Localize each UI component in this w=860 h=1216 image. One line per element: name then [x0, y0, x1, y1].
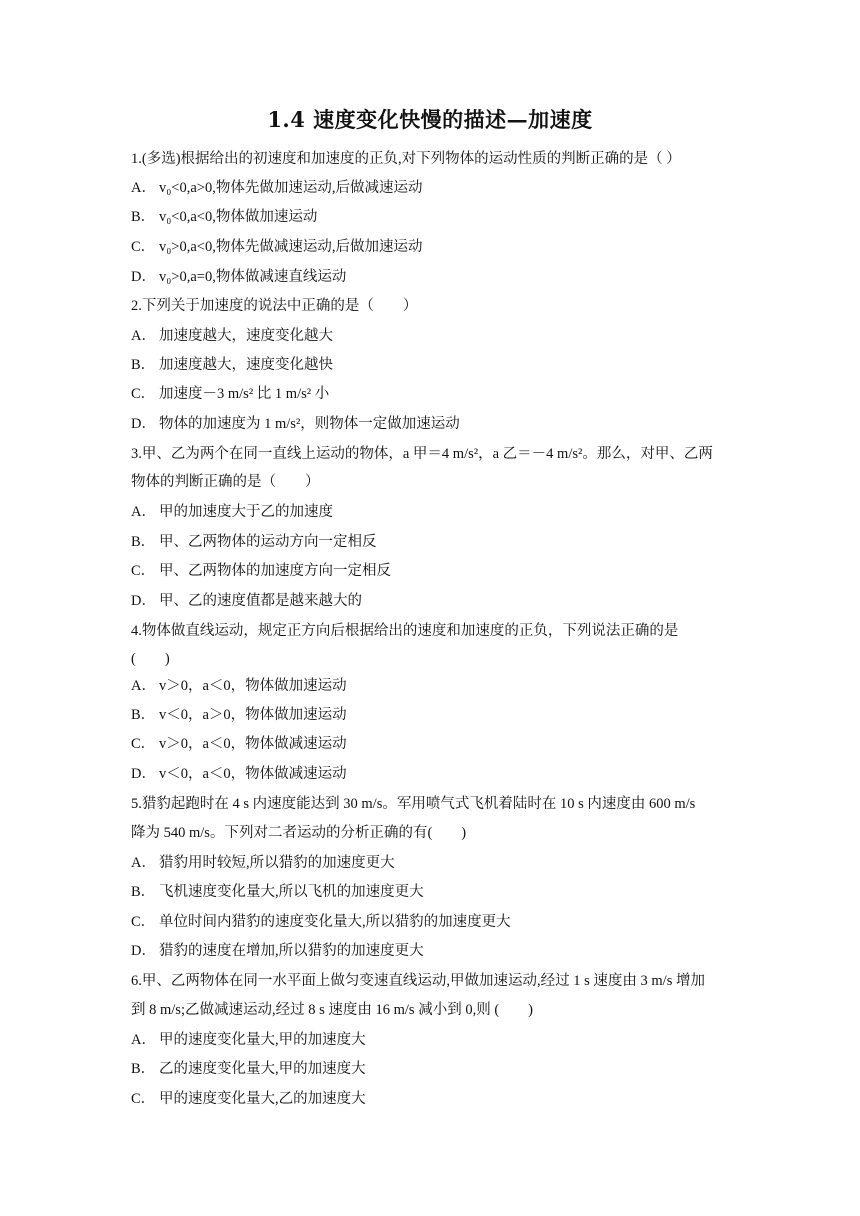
question-4-stem-line-1: 4.物体做直线运动，规定正方向后根据给出的速度和加速度的正负，下列说法正确的是: [131, 623, 679, 639]
question-4-stem-line-2: ( ): [131, 651, 170, 667]
question-3-stem-line-1: 3.甲、乙为两个在同一直线上运动的物体，a 甲＝4 m/s²，a 乙＝－4 m/s²。那么，对甲、乙两: [131, 446, 713, 462]
question-5-option-a: A． 猎豹用时较短,所以猎豹的加速度更大: [131, 855, 395, 871]
question-6-option-b: B． 乙的速度变化量大,甲的加速度大: [131, 1061, 366, 1077]
question-4-option-b: B． v＜0，a＞0，物体做加速运动: [131, 707, 347, 723]
question-1-option-c: C． v₀>0,a<0,物体先做减速运动,后做加速运动: [131, 239, 423, 255]
question-3-option-c: C． 甲、乙两物体的加速度方向一定相反: [131, 563, 391, 579]
question-2-option-b: B． 加速度越大，速度变化越快: [131, 357, 333, 373]
question-1-option-b: B． v₀<0,a<0,物体做加速运动: [131, 209, 318, 225]
question-2-option-c: C． 加速度－3 m/s² 比 1 m/s² 小: [131, 386, 330, 402]
question-6-stem-line-2: 到 8 m/s;乙做减速运动,经过 8 s 速度由 16 m/s 减小到 0,则 ( ): [131, 1002, 533, 1018]
question-6-option-a: A． 甲的速度变化量大,甲的加速度大: [131, 1032, 366, 1048]
question-5-option-c: C． 单位时间内猎豹的速度变化量大,所以猎豹的加速度更大: [131, 914, 511, 930]
question-1-stem: 1.(多选)根据给出的初速度和加速度的正负,对下列物体的运动性质的判断正确的是（ ）: [131, 151, 681, 167]
question-1-option-d: D． v₀>0,a=0,物体做减速直线运动: [131, 269, 347, 285]
question-5-stem-line-1: 5.猎豹起跑时在 4 s 内速度能达到 30 m/s。军用喷气式飞机着陆时在 10 s 内速度由 600 m/s: [131, 796, 696, 812]
question-4-option-c: C． v＞0，a＜0，物体做减速运动: [131, 736, 347, 752]
question-4-option-a: A． v＞0，a＜0，物体做加速运动: [131, 678, 347, 694]
question-4-option-d: D． v＜0，a＜0，物体做减速运动: [131, 766, 347, 782]
question-3-stem-line-2: 物体的判断正确的是（ ）: [131, 474, 320, 490]
question-5-option-d: D． 猎豹的速度在增加,所以猎豹的加速度更大: [131, 943, 424, 959]
question-1-option-a: A． v₀<0,a>0,物体先做加速运动,后做减速运动: [131, 180, 423, 196]
question-6-stem-line-1: 6.甲、乙两物体在同一水平面上做匀变速直线运动,甲做加速运动,经过 1 s 速度由 3 m/s 增加: [131, 973, 705, 989]
question-5-stem-line-2: 降为 540 m/s。下列对二者运动的分析正确的有( ): [131, 825, 467, 841]
question-6-option-c: C． 甲的速度变化量大,乙的加速度大: [131, 1091, 366, 1107]
document-title: 1.4 速度变化快慢的描述—加速度: [267, 107, 593, 132]
question-2-stem: 2.下列关于加速度的说法中正确的是（ ）: [131, 298, 418, 314]
question-5-option-b: B． 飞机速度变化量大,所以飞机的加速度更大: [131, 884, 424, 900]
question-2-option-d: D． 物体的加速度为 1 m/s²，则物体一定做加速运动: [131, 416, 460, 432]
question-3-option-b: B． 甲、乙两物体的运动方向一定相反: [131, 534, 377, 550]
question-3-option-d: D． 甲、乙的速度值都是越来越大的: [131, 593, 362, 609]
question-2-option-a: A． 加速度越大，速度变化越大: [131, 328, 333, 344]
question-3-option-a: A． 甲的加速度大于乙的加速度: [131, 504, 333, 520]
